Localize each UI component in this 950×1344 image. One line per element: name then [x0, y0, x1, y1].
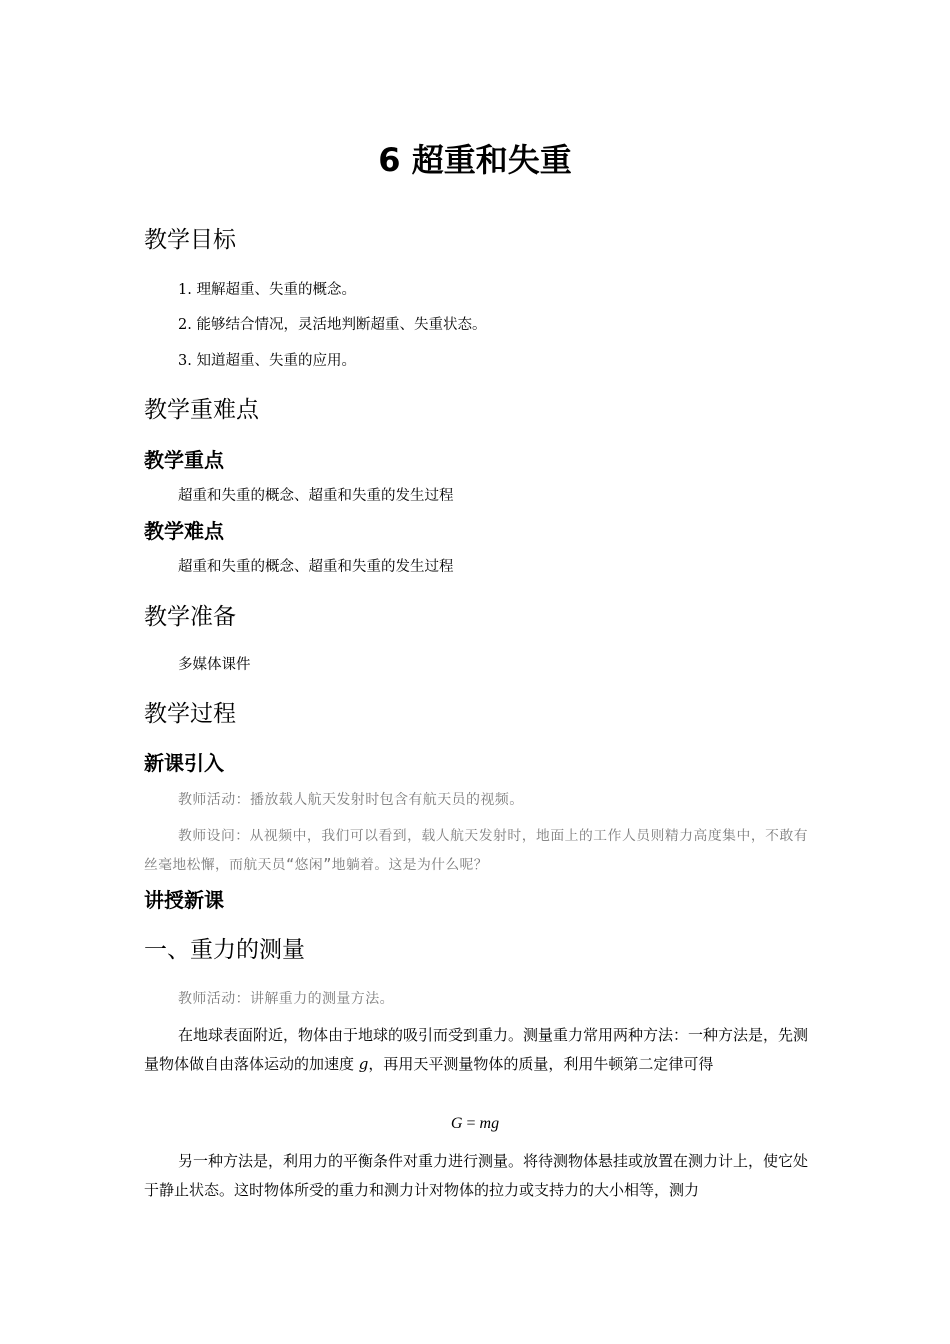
section1-activity: 教师活动：讲解重力的测量方法。: [178, 991, 394, 1007]
page-title: 6 超重和失重: [378, 141, 572, 179]
heading-teach-new: 讲授新课: [144, 888, 224, 912]
intro-question: 教师设问：从视频中，我们可以看到，载人航天发射时，地面上的工作人员则精力高度集中，不敢有丝毫地松懈，而航天员“悠闲”地躺着。这是为什么呢？: [144, 828, 808, 873]
preparation-text: 多媒体课件: [178, 657, 251, 673]
difficult-points-text: 超重和失重的概念、超重和失重的发生过程: [178, 559, 454, 575]
formula-rhs: mg: [479, 1115, 500, 1132]
formula-lhs: G: [450, 1115, 463, 1132]
heading-difficult-points: 教学难点: [144, 519, 224, 543]
section1-paragraph-1-before: 在地球表面附近，物体由于地球的吸引而受到重力。测量重力常用两种方法：一种方法是，先测量物体做自由落体运动的加速度: [144, 1026, 809, 1073]
objective-item-1: 1. 理解超重、失重的概念。: [178, 282, 356, 298]
section1-paragraph-2: 另一种方法是，利用力的平衡条件对重力进行测量。将待测物体悬挂或放置在测力计上，使它处于静止状态。这时物体所受的重力和测力计对物体的拉力或支持力的大小相等，测力: [144, 1152, 809, 1199]
heading-preparation: 教学准备: [144, 604, 236, 630]
heading-objectives: 教学目标: [144, 227, 236, 253]
intro-activity: 教师活动：播放载人航天发射时包含有航天员的视频。: [178, 792, 524, 808]
heading-key-difficult: 教学重难点: [144, 397, 259, 423]
formula-equals: =: [462, 1115, 480, 1132]
heading-section-gravity-measurement: 一、重力的测量: [144, 937, 305, 963]
formula-g-equals-mg: [0, 1113, 950, 1135]
variable-g: g: [358, 1055, 369, 1073]
objective-item-3: 3. 知道超重、失重的应用。: [178, 353, 356, 369]
section1-paragraph-1: [144, 1021, 808, 1079]
key-points-text: 超重和失重的概念、超重和失重的发生过程: [178, 488, 454, 504]
objective-item-2: 2. 能够结合情况，灵活地判断超重、失重状态。: [178, 317, 487, 333]
heading-process: 教学过程: [144, 701, 236, 727]
heading-intro: 新课引入: [144, 751, 224, 775]
section1-paragraph-1-after: ，再用天平测量物体的质量，利用牛顿第二定律可得: [368, 1055, 714, 1073]
heading-key-points: 教学重点: [144, 448, 224, 472]
